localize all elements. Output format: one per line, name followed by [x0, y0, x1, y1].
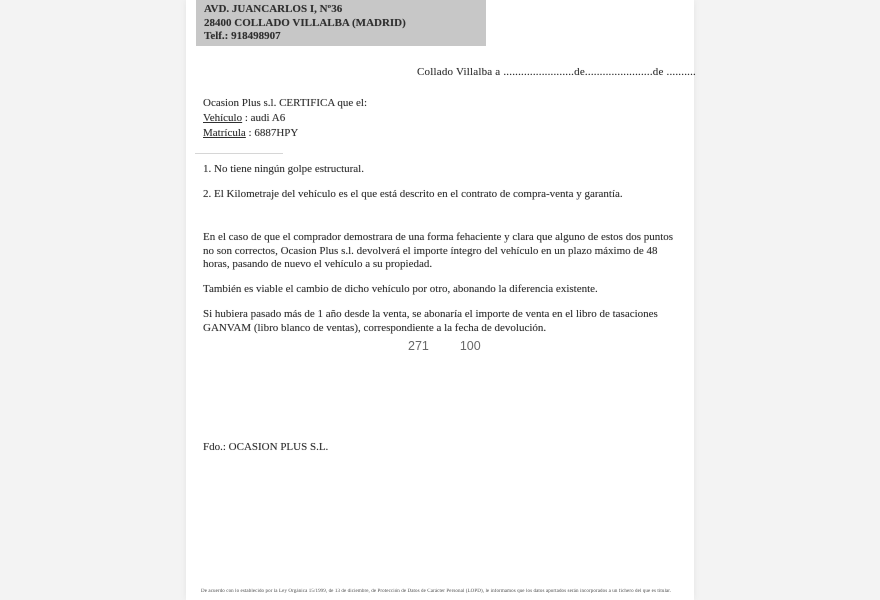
- vehicle-field-label: Vehículo: [203, 112, 243, 124]
- address-line-phone: Telf.: 918498907: [204, 30, 281, 42]
- condition-point-1: 1. No tiene ningún golpe estructural.: [203, 163, 364, 175]
- address-line-city: 28400 COLLADO VILLALBA (MADRID): [204, 16, 406, 29]
- date-fill-in-line: Collado Villalba a ........................de.......................de ..........: [417, 66, 697, 78]
- certifica-statement: Ocasion Plus s.l. CERTIFICA que el:: [203, 97, 368, 109]
- plate-field: [203, 127, 298, 139]
- legal-fine-print: De acuerdo con lo establecido por la Ley Orgánica 15/1999, de 13 de diciembre, de Protección de Datos de Carácter Personal (LOPD), le informamos que los datos aportados serán incorporados a un fichero del que es titular.: [201, 588, 672, 595]
- condition-point-2: 2. El Kilometraje del vehículo es el que está descrito en el contrato de compra-venta y garantía.: [203, 188, 623, 200]
- faint-scan-rule: [195, 153, 283, 154]
- ganvam-paragraph: Si hubiera pasado más de 1 año desde la venta, se abonaría el importe de venta en el libro de tasaciones GANVAM (libro blanco de ventas), correspondiente a la fecha de devolución.: [203, 308, 658, 334]
- certificate-page: [186, 0, 697, 600]
- address-line-street: AVD. JUANCARLOS I, Nº36: [204, 3, 343, 15]
- refund-paragraph: En el caso de que el comprador demostrara de una forma fehaciente y clara que alguno de estos dos puntos no son correctos, Ocasion Plus s.l. devolverá el importe íntegro del vehículo en un plazo máximo de 48 horas, pasando de nuevo el vehículo a su propiedad.: [203, 231, 674, 270]
- plate-field-label: Matrícula: [203, 127, 246, 139]
- vehicle-field: [203, 112, 285, 124]
- signature-line: Fdo.: OCASION PLUS S.L.: [203, 441, 329, 453]
- overlay-coordinate-numbers: [408, 339, 481, 353]
- company-address-header: [196, 0, 486, 46]
- vehicle-field-value: : audi A6: [244, 112, 286, 124]
- overlay-number-271: 271: [408, 339, 429, 353]
- exchange-paragraph: También es viable el cambio de dicho vehículo por otro, abonando la diferencia existente.: [203, 283, 598, 295]
- overlay-number-100: 100: [459, 339, 481, 353]
- plate-field-value: : 6887HPY: [248, 127, 299, 139]
